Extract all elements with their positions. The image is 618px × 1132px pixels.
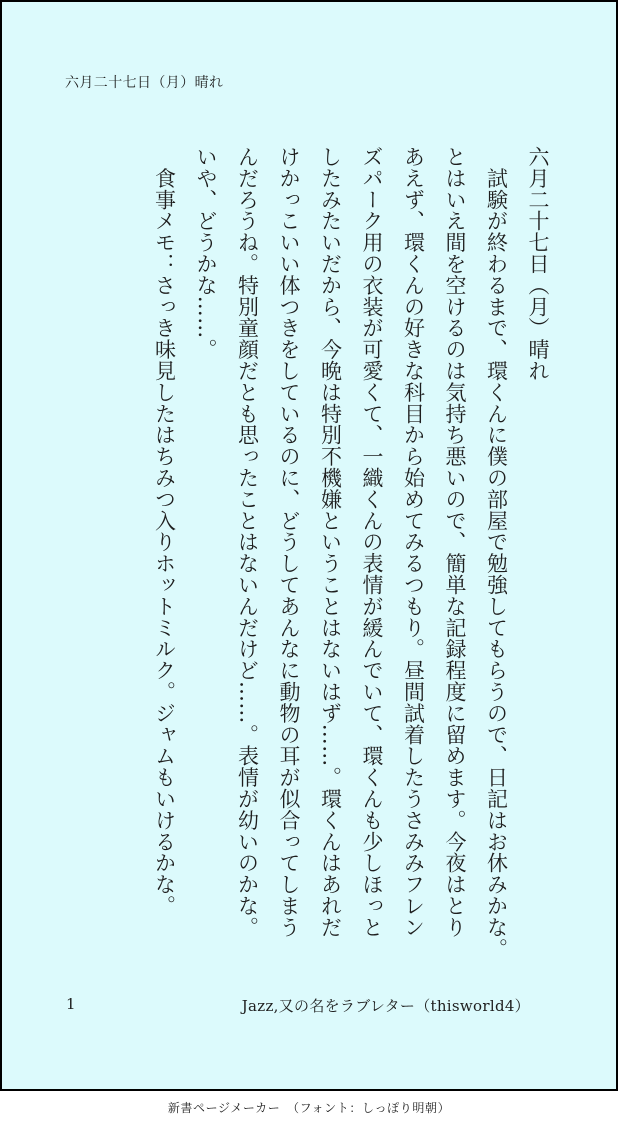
body-line: 食事メモ：さっき味見したはちみつ入りホットミルク。ジャムもいけるかな。 (152, 146, 177, 917)
body-line: したみたいだから、今晩は特別不機嫌ということはないはず……。環くんはあれだ (318, 146, 343, 938)
page-number: 1 (66, 995, 76, 1013)
body-line: いや、どうかな……。 (194, 146, 218, 360)
body-line: あえず、環くんの好きな科目から始めてみるつもり。昼間試着したうさみみフレン (401, 146, 426, 938)
body-line: とはいえ間を空けるのは気持ち悪いので、簡単な記録程度に留めます。今夜はとり (443, 146, 467, 938)
body-line: 六月二十七日（月）晴れ (526, 146, 550, 382)
body-line: 試験が終わるまで、環くんに僕の部屋で勉強してもらうので、日記はお休みかな。 (484, 146, 509, 960)
header-date: 六月二十七日（月）晴れ (65, 75, 224, 91)
diary-body-vertical-text (143, 146, 558, 966)
body-line: けかっこいい体つきをしているのに、どうしてあんなに動物の耳が似合ってしまう (277, 146, 301, 938)
footer-title: Jazz,又の名をラブレター（thisworld4） (241, 997, 530, 1015)
body-line: んだろうね。特別童顔だとも思ったことはないんだけど……。表情が幼いのかな。 (235, 146, 260, 938)
body-line: ズパーク用の衣装が可愛くて、一織くんの表情が緩んでいて、環くんも少しほっと (360, 146, 384, 938)
app-caption: 新書ページメーカー （フォント：しっぽり明朝） (167, 1101, 451, 1115)
